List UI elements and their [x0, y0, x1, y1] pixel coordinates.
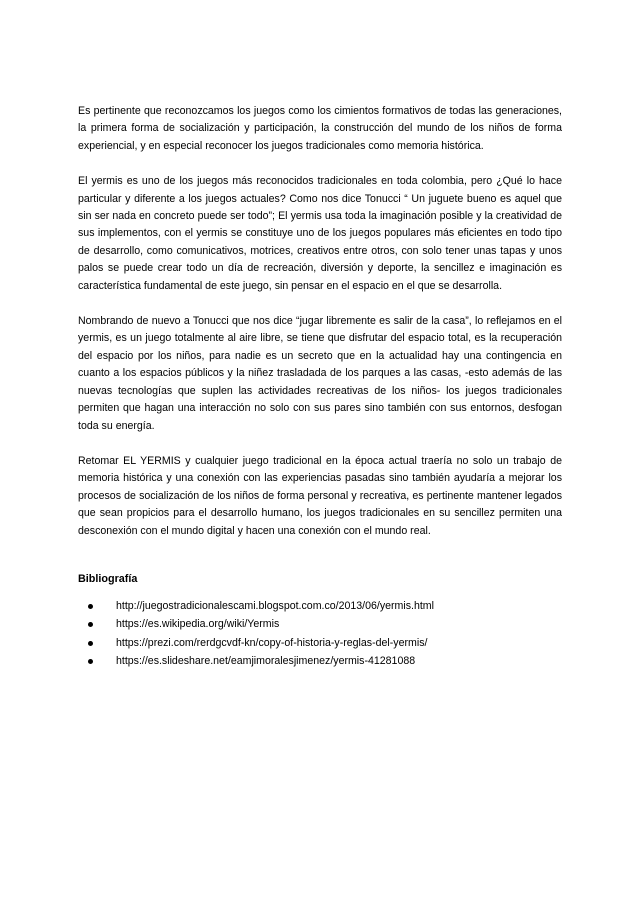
bibliography-link[interactable]: https://prezi.com/rerdgcvdf-kn/copy-of-historia-y-reglas-del-yermis/ [116, 636, 428, 649]
bullet-icon [88, 641, 93, 646]
document-page [78, 103, 562, 671]
paragraph-conclusion: Retomar EL YERMIS y cualquier juego tradicional en la época actual traería no solo un trabajo de memoria histórica y una conexión con las experiencias pasadas sino también ayudaría a mejorar los procesos de socialización de los niños de forma personal y recreativa, es pertinente mantener legados que sean propicios para el desarrollo humano, los juegos tradicionales en su sencillez permiten una desconexión con el mundo digital y hacen una conexión con el mundo real. [78, 454, 562, 537]
paragraph-tonucci: Nombrando de nuevo a Tonucci que nos dice “jugar libremente es salir de la casa”, lo reflejamos en el yermis, es un juego totalmente al aire libre, se tiene que disfrutar del espacio total, es la recuperación del espacio por los niños, para nadie es un secreto que en la actualidad hay una contingencia en cuanto a los espacios públicos y la niñez trasladada de los parques a las casas, -esto además de las nuevas tecnologías que suplen las actividades recreativas de los niños- los juegos tradicionales permiten que hagan una interacción no solo con sus pares sino también con sus entornos, desfogan toda su energía. [78, 315, 562, 432]
bibliography-list [78, 597, 562, 671]
paragraph-yermis-description: El yermis es uno de los juegos más reconocidos tradicionales en toda colombia, pero ¿Qué lo hace particular y diferente a los juegos actuales? Como nos dice Tonucci “ Un juguete bueno es aquel que sin ser nada en concreto puede ser todo”; El yermis usa toda la imaginación posible y la creatividad de sus implementos, con el yermis se constituye uno de los juegos populares más eficientes en todo tipo de desarrollo, como comunicativos, motrices, creativos entre otros, con solo tener unas tapas y unos palos se puede crear todo un día de recreación, diversión y deporte, la sencillez e imaginación es característica fundamental de este juego, sin pensar en el espacio en el que se desarrolla. [78, 175, 562, 292]
bibliography-heading: Bibliografía [78, 572, 138, 585]
bullet-icon [88, 659, 93, 664]
bibliography-item [88, 634, 562, 653]
bibliography-item [88, 597, 562, 616]
bullet-icon [88, 622, 93, 627]
bibliography-item [88, 652, 562, 671]
bibliography-link[interactable]: https://es.wikipedia.org/wiki/Yermis [116, 618, 280, 631]
bibliography-link[interactable]: https://es.slideshare.net/eamjimoralesjimenez/yermis-41281088 [116, 655, 416, 668]
paragraph-intro: Es pertinente que reconozcamos los juegos como los cimientos formativos de todas las generaciones, la primera forma de socialización y participación, la construcción del mundo de los niños de forma experiencial, y en especial reconocer los juegos tradicionales como memoria histórica. [78, 105, 562, 152]
bullet-icon [88, 604, 93, 609]
bibliography-item [88, 615, 562, 634]
bibliography-link[interactable]: http://juegostradicionalescami.blogspot.com.co/2013/06/yermis.html [116, 599, 434, 612]
